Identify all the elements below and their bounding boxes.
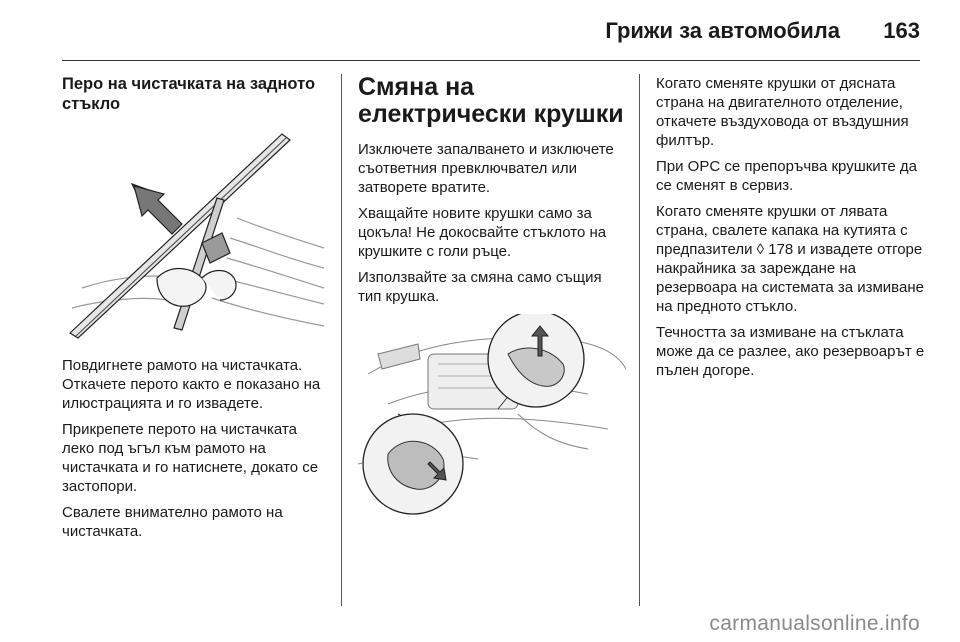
paragraph: Използвайте за смяна само същия тип крушка.	[358, 269, 602, 305]
page-number: 163	[883, 18, 920, 43]
section-heading-bulbs: Смяна на електрически крушки	[358, 73, 624, 128]
page-reference: 178	[764, 241, 794, 258]
watermark: carmanualsonline.info	[709, 612, 920, 635]
paragraph: Повдигнете рамото на чистачката. Откачете перото както е показано на илюстрацията и го извадете.	[62, 357, 321, 412]
paragraph-with-reference	[656, 202, 928, 316]
paragraph: Хващайте новите крушки само за цокъла! Не докосвайте стъклото на крушките с голи ръце.	[358, 205, 607, 260]
section-heading-rear-wiper: Перо на чистачката на задното стъкло	[62, 75, 316, 113]
text: и извадете отгоре накрайника за зареждане на резервоара на системата за измиване на предното стъкло.	[656, 241, 924, 315]
header-rule	[62, 60, 920, 61]
wiper-blade-illustration	[62, 128, 324, 340]
text: Когато сменяте крушки от лявата страна, свалете капака на кутията с предпазители	[656, 203, 908, 258]
column-1	[62, 74, 330, 548]
paragraph: Течността за измиване на стъклата може да се разлее, ако резервоарът е пълен догоре.	[656, 324, 925, 379]
column-divider-1	[341, 74, 342, 606]
page-header	[0, 0, 960, 62]
chapter-title: Грижи за автомобила	[605, 18, 840, 43]
paragraph: Свалете внимателно рамото на чистачката.	[62, 504, 283, 540]
paragraph: Прикрепете перото на чистачката леко под ъгъл към рамото на чистачката и го натиснете, докато се застопори.	[62, 421, 319, 495]
page-reference-icon: ◊	[756, 241, 765, 258]
column-divider-2	[639, 74, 640, 606]
paragraph: При OPC се препоръчва крушките да се сменят в сервиз.	[656, 158, 917, 194]
paragraph: Изключете запалването и изключете съответния превключвател или затворете вратите.	[358, 141, 614, 196]
column-2	[358, 74, 626, 524]
paragraph: Когато сменяте крушки от дясната страна на двигателното отделение, откачете въздуховода от въздушния филтър.	[656, 75, 909, 149]
engine-compartment-illustration	[358, 314, 626, 524]
column-3	[656, 74, 928, 387]
